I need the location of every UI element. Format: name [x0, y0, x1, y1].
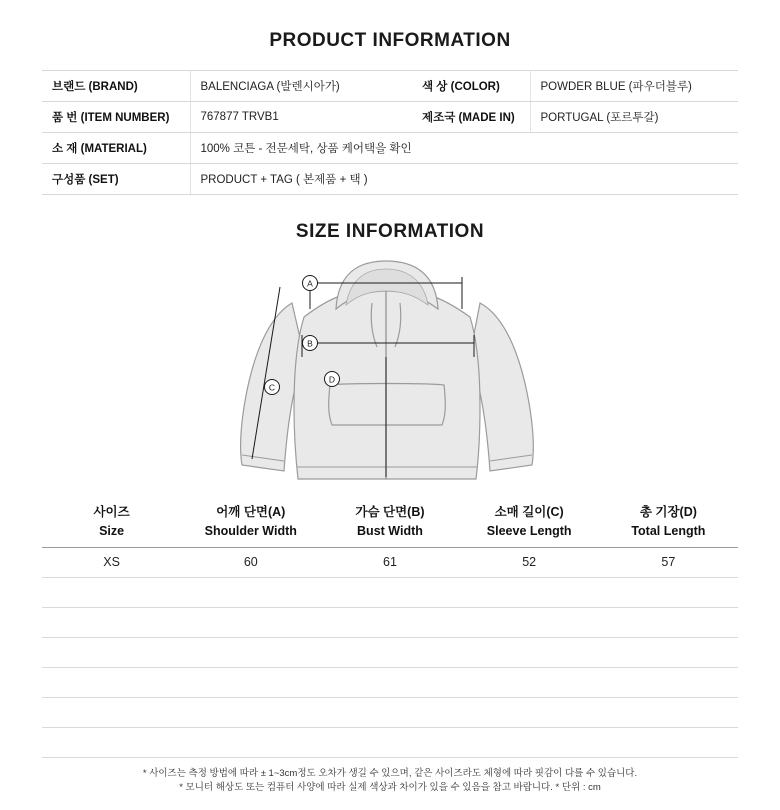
- column-header-size-ko: 사이즈: [93, 505, 130, 519]
- size-table-header-row: [42, 501, 738, 547]
- marker-a-label: A: [307, 278, 313, 289]
- product-info-table: [42, 70, 738, 195]
- cell-total: [599, 607, 738, 637]
- page-title-product: PRODUCT INFORMATION: [269, 30, 511, 51]
- label-material: 소 재 (MATERIAL): [42, 133, 190, 164]
- cell-size: [42, 577, 181, 607]
- footnote-line-1: * 사이즈는 측정 방법에 따라 ± 1~3cm정도 오차가 생길 수 있으며, 같은 사이즈라도 체형에 따라 핏감이 다를 수 있습니다.: [142, 767, 638, 779]
- cell-size: XS: [42, 547, 181, 577]
- column-header-bust: [320, 501, 459, 547]
- cell-size: [42, 607, 181, 637]
- size-table: [42, 501, 738, 758]
- table-row: [42, 667, 738, 697]
- cell-total: [599, 697, 738, 727]
- product-info-page: [0, 30, 780, 810]
- column-header-bust-en: Bust Width: [357, 523, 423, 538]
- cell-shoulder: [181, 607, 320, 637]
- table-row: [42, 607, 738, 637]
- value-set: PRODUCT + TAG ( 본제품 + 택 ): [190, 164, 738, 195]
- cell-bust: [320, 697, 459, 727]
- cell-shoulder: [181, 637, 320, 667]
- cell-bust: 61: [320, 547, 459, 577]
- column-header-shoulder-ko: 어깨 단면(A): [216, 505, 286, 519]
- cell-sleeve: [460, 607, 599, 637]
- label-set: 구성품 (SET): [42, 164, 190, 195]
- label-item-number: 품 번 (ITEM NUMBER): [42, 102, 190, 133]
- cell-sleeve: [460, 667, 599, 697]
- table-row: [42, 577, 738, 607]
- cell-bust: [320, 637, 459, 667]
- cell-shoulder: [181, 667, 320, 697]
- footnotes: [0, 767, 780, 796]
- cell-total: [599, 637, 738, 667]
- cell-size: [42, 637, 181, 667]
- cell-size: [42, 667, 181, 697]
- hoodie-diagram: [180, 247, 600, 497]
- column-header-size: [42, 501, 181, 547]
- table-row: [42, 164, 738, 195]
- marker-c-label: C: [268, 382, 276, 393]
- cell-shoulder: [181, 697, 320, 727]
- label-made-in: 제조국 (MADE IN): [412, 102, 530, 133]
- cell-shoulder: [181, 727, 320, 757]
- page-title-size: SIZE INFORMATION: [295, 221, 485, 242]
- column-header-shoulder-en: Shoulder Width: [204, 523, 297, 538]
- cell-total: 57: [599, 547, 738, 577]
- value-color: POWDER BLUE (파우더블루): [530, 71, 738, 102]
- cell-bust: [320, 667, 459, 697]
- marker-b-label: B: [307, 338, 313, 349]
- cell-bust: [320, 577, 459, 607]
- table-row: [42, 71, 738, 102]
- column-header-total-ko: 총 기장(D): [639, 505, 697, 519]
- column-header-total-en: Total Length: [631, 523, 706, 538]
- cell-sleeve: [460, 637, 599, 667]
- label-color: 색 상 (COLOR): [412, 71, 530, 102]
- footnote-line-2: * 모니터 해상도 또는 컴퓨터 사양에 따라 실제 색상과 차이가 있을 수 있음을 참고 바랍니다. * 단위 : cm: [179, 782, 601, 794]
- table-row: [42, 547, 738, 577]
- column-header-sleeve-ko: 소매 길이(C): [494, 505, 564, 519]
- cell-size: [42, 727, 181, 757]
- cell-total: [599, 577, 738, 607]
- table-row: [42, 637, 738, 667]
- cell-size: [42, 697, 181, 727]
- cell-sleeve: [460, 727, 599, 757]
- column-header-bust-ko: 가슴 단면(B): [355, 505, 425, 519]
- cell-shoulder: 60: [181, 547, 320, 577]
- cell-total: [599, 667, 738, 697]
- column-header-sleeve-en: Sleeve Length: [486, 523, 572, 538]
- value-brand: BALENCIAGA (발렌시아가): [190, 71, 412, 102]
- cell-bust: [320, 727, 459, 757]
- column-header-sleeve: [460, 501, 599, 547]
- cell-shoulder: [181, 577, 320, 607]
- label-brand: 브랜드 (BRAND): [42, 71, 190, 102]
- table-row: [42, 727, 738, 757]
- product-info-table-wrap: [42, 70, 738, 195]
- column-header-size-en: Size: [99, 523, 125, 538]
- column-header-shoulder: [181, 501, 320, 547]
- garment-illustration: [0, 247, 780, 499]
- marker-d-label: D: [328, 374, 336, 385]
- column-header-total: [599, 501, 738, 547]
- cell-sleeve: [460, 697, 599, 727]
- value-made-in: PORTUGAL (포르투갈): [530, 102, 738, 133]
- cell-sleeve: [460, 577, 599, 607]
- cell-total: [599, 727, 738, 757]
- table-row: [42, 102, 738, 133]
- cell-sleeve: 52: [460, 547, 599, 577]
- cell-bust: [320, 607, 459, 637]
- value-item-number: 767877 TRVB1: [190, 102, 412, 133]
- size-table-wrap: [42, 501, 738, 758]
- value-material: 100% 코튼 - 전문세탁, 상품 케어택을 확인: [190, 133, 738, 164]
- table-row: [42, 133, 738, 164]
- table-row: [42, 697, 738, 727]
